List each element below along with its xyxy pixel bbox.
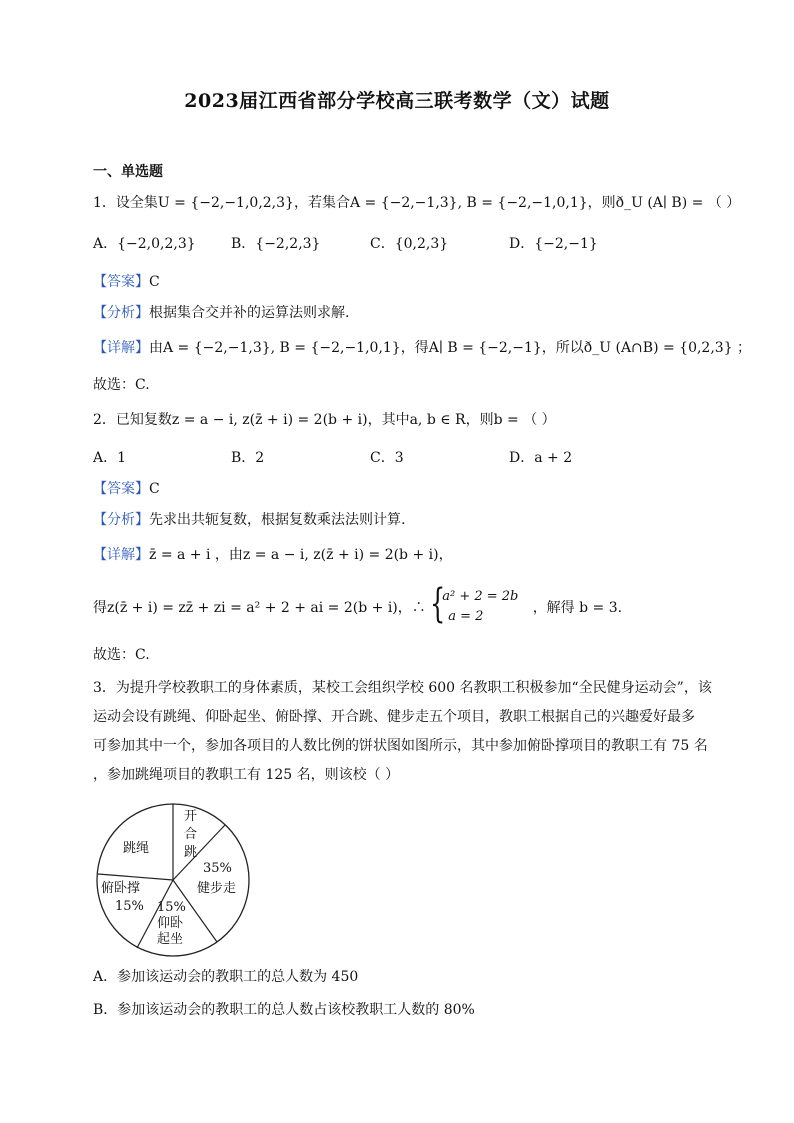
detail-label: 【详解】 <box>93 340 149 356</box>
q1-option-a: A．{−2,0,2,3} <box>93 236 196 252</box>
q2-detail-text-1: z̄ = a + i ，由z = a − i, z(z̄ + i) = 2(b + i)， <box>149 547 453 563</box>
q2-detail-2 <box>93 581 623 632</box>
q2-stem: 2．已知复数z = a − i, z(z̄ + i) = 2(b + i)，其中a, b ∈ R，则b = （ ） <box>93 412 556 428</box>
pie-chart <box>93 800 253 960</box>
label-yangwo-pct: 15% <box>157 900 186 915</box>
q2-conclusion: 故选：C. <box>93 647 150 663</box>
q2-answer-value: C <box>149 481 160 497</box>
page-title: 2023届江西省部分学校高三联考数学（文）试题 <box>184 90 610 112</box>
q2-option-b: B．2 <box>231 450 265 466</box>
q1-option-b: B．{−2,2,3} <box>231 236 321 252</box>
q1-analysis <box>93 303 349 323</box>
label-kaihe-1: 开 <box>184 809 198 824</box>
q2-detail-1 <box>93 545 453 565</box>
q3-stem-line-4: ，参加跳绳项目的教职工有 125 名，则该校（ ） <box>93 767 400 783</box>
equation-row-1: a² + 2 = 2b <box>442 589 519 604</box>
q1-conclusion: 故选：C. <box>93 377 150 393</box>
label-jianbu: 健步走 <box>197 881 237 896</box>
label-kaihe-2: 合 <box>184 827 198 842</box>
q3-stem-line-1: 3．为提升学校教职工的身体素质，某校工会组织学校 600 名教职工积极参加“全民健身运动会”，该 <box>93 680 712 696</box>
label-kaihe-3: 跳 <box>184 845 198 860</box>
q2-detail-pre: 得z(z̄ + i) = zz̄ + zi = a² + 2 + ai = 2(b + i)，∴ <box>93 600 426 616</box>
q2-option-a: A．1 <box>93 450 127 466</box>
q1-option-c: C．{0,2,3} <box>370 236 449 252</box>
analysis-label: 【分析】 <box>93 305 149 321</box>
q2-analysis <box>93 510 405 530</box>
equation-row-2: a = 2 <box>448 609 484 624</box>
label-fuwo: 俯卧撑 <box>101 881 141 896</box>
section-heading: 一、单选题 <box>93 164 163 180</box>
analysis-label: 【分析】 <box>93 512 149 528</box>
detail-label: 【详解】 <box>93 547 149 563</box>
label-tiaosheng: 跳绳 <box>123 841 150 856</box>
q2-option-c: C．3 <box>370 450 404 466</box>
label-yangwo-1: 仰卧 <box>157 916 184 931</box>
label-fuwo-pct: 15% <box>115 899 144 914</box>
q1-option-d: D．{−2,−1} <box>509 236 598 252</box>
q2-answer <box>93 479 160 499</box>
q3-option-a: A．参加该运动会的教职工的总人数为 450 <box>93 969 359 985</box>
label-yangwo-2: 起坐 <box>157 932 184 947</box>
q3-option-b: B．参加该运动会的教职工的总人数占该校教职工人数的 80% <box>93 1002 475 1018</box>
q3-stem-line-3: 可参加其中一个，参加各项目的人数比例的饼状图如图所示，其中参加俯卧撑项目的教职工有 75 名 <box>93 738 708 754</box>
q2-analysis-text: 先求出共轭复数，根据复数乘法法则计算. <box>149 512 406 528</box>
q2-option-d: D．a + 2 <box>509 450 573 466</box>
brace-glyph: { <box>430 581 446 627</box>
q3-stem-line-2: 运动会设有跳绳、仰卧起坐、俯卧撑、开合跳、健步走五个项目，教职工根据自己的兴趣爱好最多 <box>93 709 695 725</box>
slice-boundary-fuwo-tiaosheng <box>98 874 173 880</box>
q1-detail-text: 由A = {−2,−1,3}, B = {−2,−1,0,1}，得A∣ B = {−2,−1}，所以ð_U (A∩B) = {0,2,3} ； <box>149 340 752 356</box>
answer-label: 【答案】 <box>93 481 149 497</box>
q1-stem: 1．设全集U = {−2,−1,0,2,3}，若集合A = {−2,−1,3}, B = {−2,−1,0,1}，则ð_U (A∣ B) = （ ） <box>93 195 741 211</box>
q2-detail-post: ，解得 b = 3. <box>532 600 623 616</box>
answer-label: 【答案】 <box>93 274 149 290</box>
q1-analysis-text: 根据集合交并补的运算法则求解. <box>149 305 350 321</box>
label-jianbu-pct: 35% <box>203 861 232 876</box>
q1-answer <box>93 272 160 292</box>
q1-detail <box>93 338 751 358</box>
q1-answer-value: C <box>149 274 160 290</box>
equation-system <box>430 581 528 628</box>
